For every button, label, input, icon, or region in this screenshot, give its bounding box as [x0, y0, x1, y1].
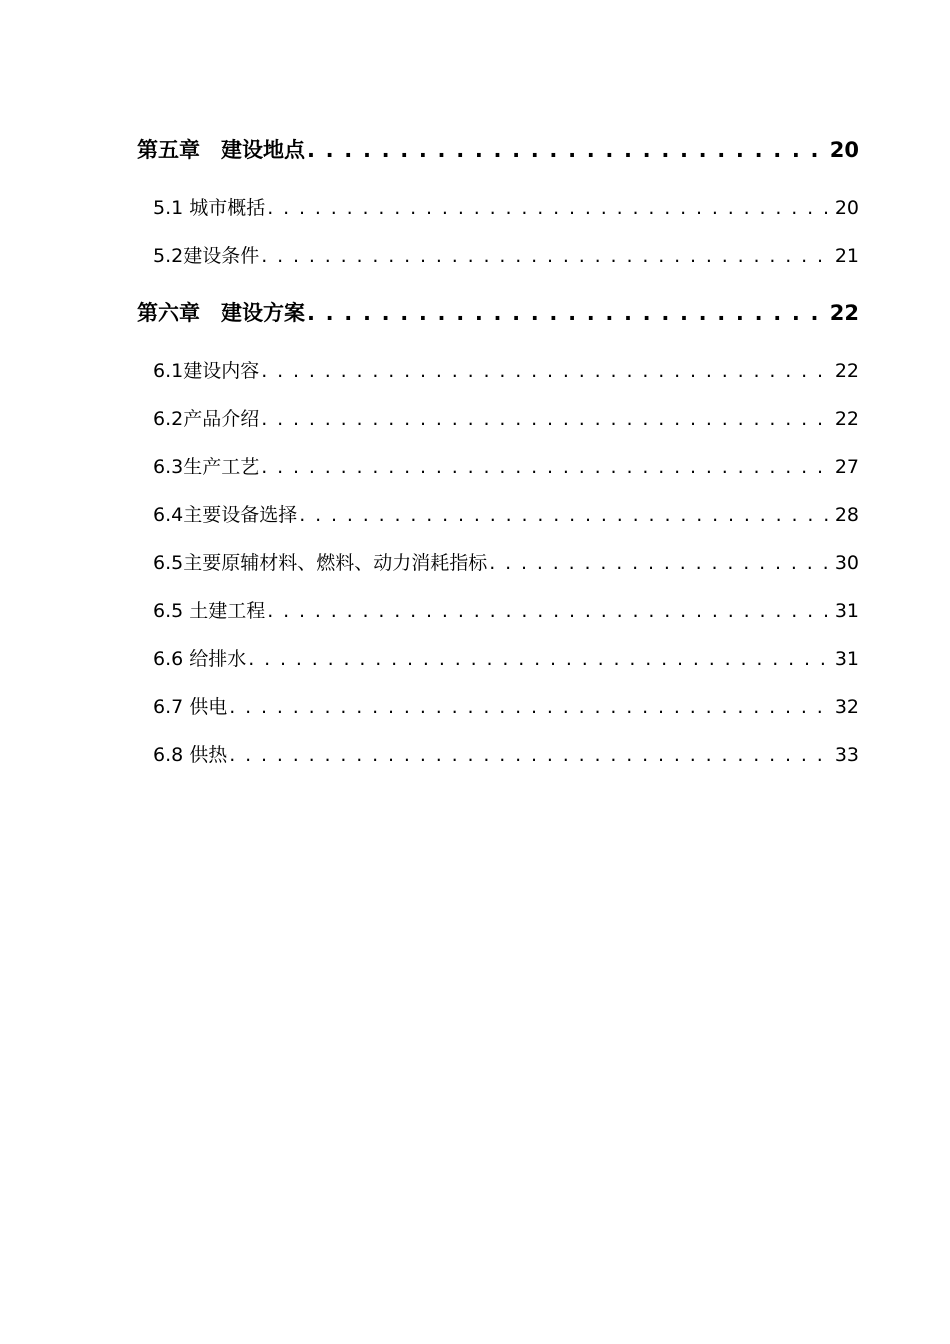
toc-entry-label: 6.5主要原辅材料、燃料、动力消耗指标: [153, 552, 488, 574]
dot-leader: [299, 504, 833, 526]
toc-entry-label: 第五章 建设地点: [137, 138, 305, 162]
toc-entry-page: 20: [834, 197, 859, 219]
toc-entry-page: 21: [834, 245, 859, 267]
dot-leader: [307, 138, 828, 162]
toc-entry-label: 6.5 土建工程: [153, 600, 266, 622]
toc-entry-section-6-6[interactable]: [153, 644, 859, 671]
dot-leader: [229, 744, 833, 766]
toc-entry-label: 6.1建设内容: [153, 360, 260, 382]
dot-leader: [267, 197, 833, 219]
toc-entry-section-6-2[interactable]: [153, 404, 859, 431]
toc-entry-page: 28: [834, 504, 859, 526]
toc-entry-page: 31: [834, 648, 859, 670]
dot-leader: [261, 456, 833, 478]
dot-leader: [261, 360, 833, 382]
toc-entry-section-6-3[interactable]: [153, 452, 859, 479]
toc-entry-label: 6.6 给排水: [153, 648, 247, 670]
toc-entry-page: 31: [834, 600, 859, 622]
dot-leader: [307, 301, 828, 325]
toc-entry-label: 6.8 供热: [153, 744, 228, 766]
toc-entry-page: 20: [829, 138, 859, 162]
dot-leader: [267, 600, 833, 622]
toc-entry-section-6-4[interactable]: [153, 500, 859, 527]
toc-entry-section-6-1[interactable]: [153, 356, 859, 383]
toc-entry-label: 5.2建设条件: [153, 245, 260, 267]
toc-entry-page: 30: [834, 552, 859, 574]
toc-entry-label: 6.7 供电: [153, 696, 228, 718]
toc-entry-section-6-8[interactable]: [153, 740, 859, 767]
dot-leader: [489, 552, 833, 574]
toc-entry-page: 27: [834, 456, 859, 478]
toc-entry-page: 32: [834, 696, 859, 718]
toc-entry-page: 22: [834, 360, 859, 382]
toc-entry-label: 5.1 城市概括: [153, 197, 266, 219]
dot-leader: [248, 648, 833, 670]
toc-entry-page: 22: [834, 408, 859, 430]
toc-entry-section-5-2[interactable]: [153, 241, 859, 268]
toc-entry-section-6-5-materials[interactable]: [153, 548, 859, 575]
dot-leader: [229, 696, 833, 718]
dot-leader: [261, 408, 833, 430]
toc-entry-label: 第六章 建设方案: [137, 301, 305, 325]
toc-entry-label: 6.3生产工艺: [153, 456, 260, 478]
toc-entry-label: 6.2产品介绍: [153, 408, 260, 430]
toc-entry-page: 22: [829, 301, 859, 325]
toc-entry-section-6-7[interactable]: [153, 692, 859, 719]
toc-entry-chapter-6[interactable]: [137, 297, 859, 327]
toc-entry-chapter-5[interactable]: [137, 134, 859, 164]
dot-leader: [261, 245, 833, 267]
toc-entry-section-5-1[interactable]: [153, 193, 859, 220]
toc-entry-page: 33: [834, 744, 859, 766]
toc-entry-label: 6.4主要设备选择: [153, 504, 298, 526]
toc-entry-section-6-5-civil[interactable]: [153, 596, 859, 623]
